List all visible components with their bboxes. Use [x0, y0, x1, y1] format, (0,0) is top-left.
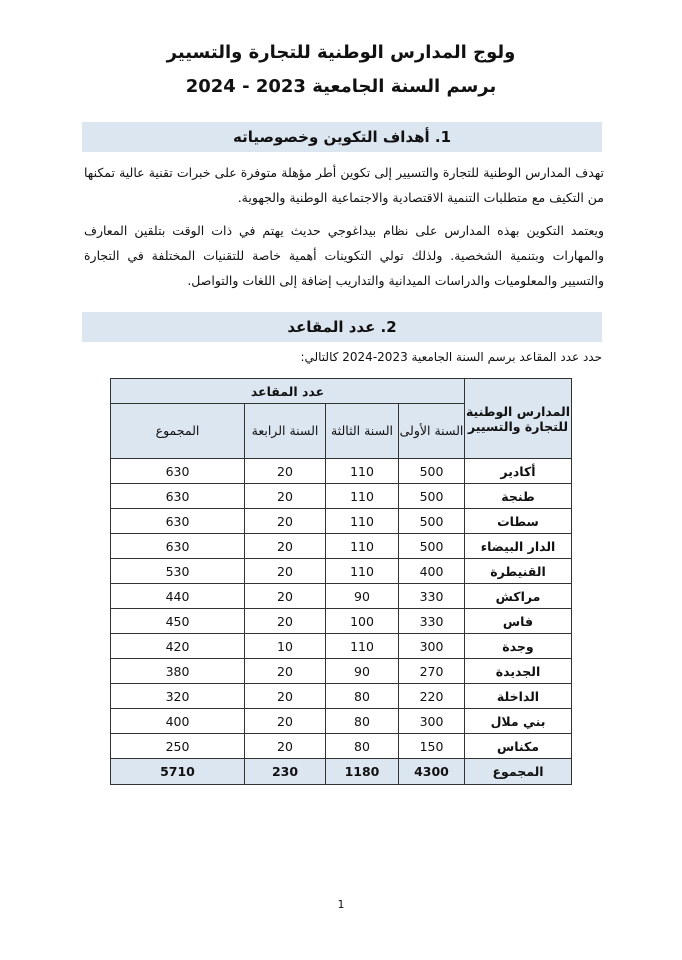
cell-school: سطات: [465, 509, 572, 534]
cell-year1: 500: [399, 484, 465, 509]
header-school: المدارس الوطنية للتجارة والتسيير: [465, 379, 572, 459]
cell-year4: 10: [245, 634, 326, 659]
cell-total: 420: [111, 634, 245, 659]
cell-year1: 500: [399, 459, 465, 484]
header-year4: السنة الرابعة: [245, 404, 326, 459]
cell-year3: 80: [326, 734, 399, 759]
totals-row: [111, 759, 572, 785]
cell-total: 250: [111, 734, 245, 759]
cell-school: فاس: [465, 609, 572, 634]
objectives-paragraph-2: ويعتمد التكوين بهذه المدارس على نظام بيداغوجي حديث يهتم في ذات الوقت بتلقين المعارف والمهارات وبتنمية الشخصية. ولذلك تولي التكوينات أهمية خاصة للتقنيات المختلفة في التجارة والتسيير والمعلوميات والدراسات الميدانية والتداريب إضافة إلى اللغات والتواصل.: [84, 223, 604, 288]
cell-year4: 20: [245, 534, 326, 559]
cell-school: طنجة: [465, 484, 572, 509]
cell-year4: 20: [245, 559, 326, 584]
cell-year1: 300: [399, 634, 465, 659]
cell-year4: 20: [245, 459, 326, 484]
cell-year3: 90: [326, 584, 399, 609]
page-subtitle: برسم السنة الجامعية 2023 - 2024: [185, 76, 497, 97]
page-title: ولوج المدارس الوطنية للتجارة والتسيير: [166, 42, 516, 63]
totals-total: 5710: [111, 759, 245, 785]
totals-year4: 230: [245, 759, 326, 785]
cell-year4: 20: [245, 709, 326, 734]
cell-year1: 270: [399, 659, 465, 684]
cell-year3: 110: [326, 459, 399, 484]
cell-total: 440: [111, 584, 245, 609]
table-row: [111, 609, 572, 634]
cell-year3: 110: [326, 559, 399, 584]
cell-year4: 20: [245, 484, 326, 509]
table-row: [111, 584, 572, 609]
cell-year4: 20: [245, 684, 326, 709]
cell-total: 400: [111, 709, 245, 734]
objectives-paragraph-1: تهدف المدارس الوطنية للتجارة والتسيير إلى تكوين أطر مؤهلة متوفرة على خبرات تقنية عالية تمكنها من التكيف مع متطلبات التنمية الاقتصادية والاجتماعية الوطنية والجهوية.: [84, 165, 604, 205]
cell-total: 530: [111, 559, 245, 584]
cell-school: الداخلة: [465, 684, 572, 709]
table-row: [111, 659, 572, 684]
totals-label: المجموع: [465, 759, 572, 785]
table-row: [111, 534, 572, 559]
page-number: 1: [337, 898, 345, 911]
header-seats-group: عدد المقاعد: [111, 379, 465, 404]
table-row: [111, 734, 572, 759]
section-heading-objectives: 1. أهداف التكوين وخصوصياته: [82, 122, 602, 152]
cell-year1: 400: [399, 559, 465, 584]
table-row: [111, 709, 572, 734]
cell-year3: 80: [326, 709, 399, 734]
cell-total: 630: [111, 509, 245, 534]
totals-year1: 4300: [399, 759, 465, 785]
cell-school: القنيطرة: [465, 559, 572, 584]
cell-year4: 20: [245, 734, 326, 759]
cell-year1: 500: [399, 534, 465, 559]
cell-year4: 20: [245, 609, 326, 634]
cell-total: 450: [111, 609, 245, 634]
cell-school: الجديدة: [465, 659, 572, 684]
cell-school: وجدة: [465, 634, 572, 659]
cell-total: 630: [111, 459, 245, 484]
cell-school: أكادير: [465, 459, 572, 484]
cell-total: 630: [111, 534, 245, 559]
table-row: [111, 484, 572, 509]
cell-school: بني ملال: [465, 709, 572, 734]
cell-school: مراكش: [465, 584, 572, 609]
cell-total: 630: [111, 484, 245, 509]
cell-total: 320: [111, 684, 245, 709]
cell-year1: 330: [399, 584, 465, 609]
seats-intro-text: حدد عدد المقاعد برسم السنة الجامعية 2023-2024 كالتالي:: [300, 350, 602, 364]
cell-year3: 110: [326, 484, 399, 509]
cell-year3: 100: [326, 609, 399, 634]
cell-total: 380: [111, 659, 245, 684]
cell-year1: 300: [399, 709, 465, 734]
cell-year3: 80: [326, 684, 399, 709]
cell-year1: 220: [399, 684, 465, 709]
cell-year3: 110: [326, 534, 399, 559]
section-heading-seats: 2. عدد المقاعد: [82, 312, 602, 342]
cell-year3: 110: [326, 509, 399, 534]
cell-school: الدار البيضاء: [465, 534, 572, 559]
cell-year1: 330: [399, 609, 465, 634]
cell-year3: 90: [326, 659, 399, 684]
table-row: [111, 559, 572, 584]
totals-year3: 1180: [326, 759, 399, 785]
table-row: [111, 634, 572, 659]
cell-year1: 500: [399, 509, 465, 534]
cell-year1: 150: [399, 734, 465, 759]
seats-table: [110, 378, 572, 785]
cell-school: مكناس: [465, 734, 572, 759]
header-year3: السنة الثالثة: [326, 404, 399, 459]
cell-year4: 20: [245, 509, 326, 534]
header-total: المجموع: [111, 404, 245, 459]
table-row: [111, 509, 572, 534]
header-year1: السنة الأولى: [399, 404, 465, 459]
cell-year4: 20: [245, 659, 326, 684]
table-row: [111, 459, 572, 484]
cell-year3: 110: [326, 634, 399, 659]
table-row: [111, 684, 572, 709]
cell-year4: 20: [245, 584, 326, 609]
